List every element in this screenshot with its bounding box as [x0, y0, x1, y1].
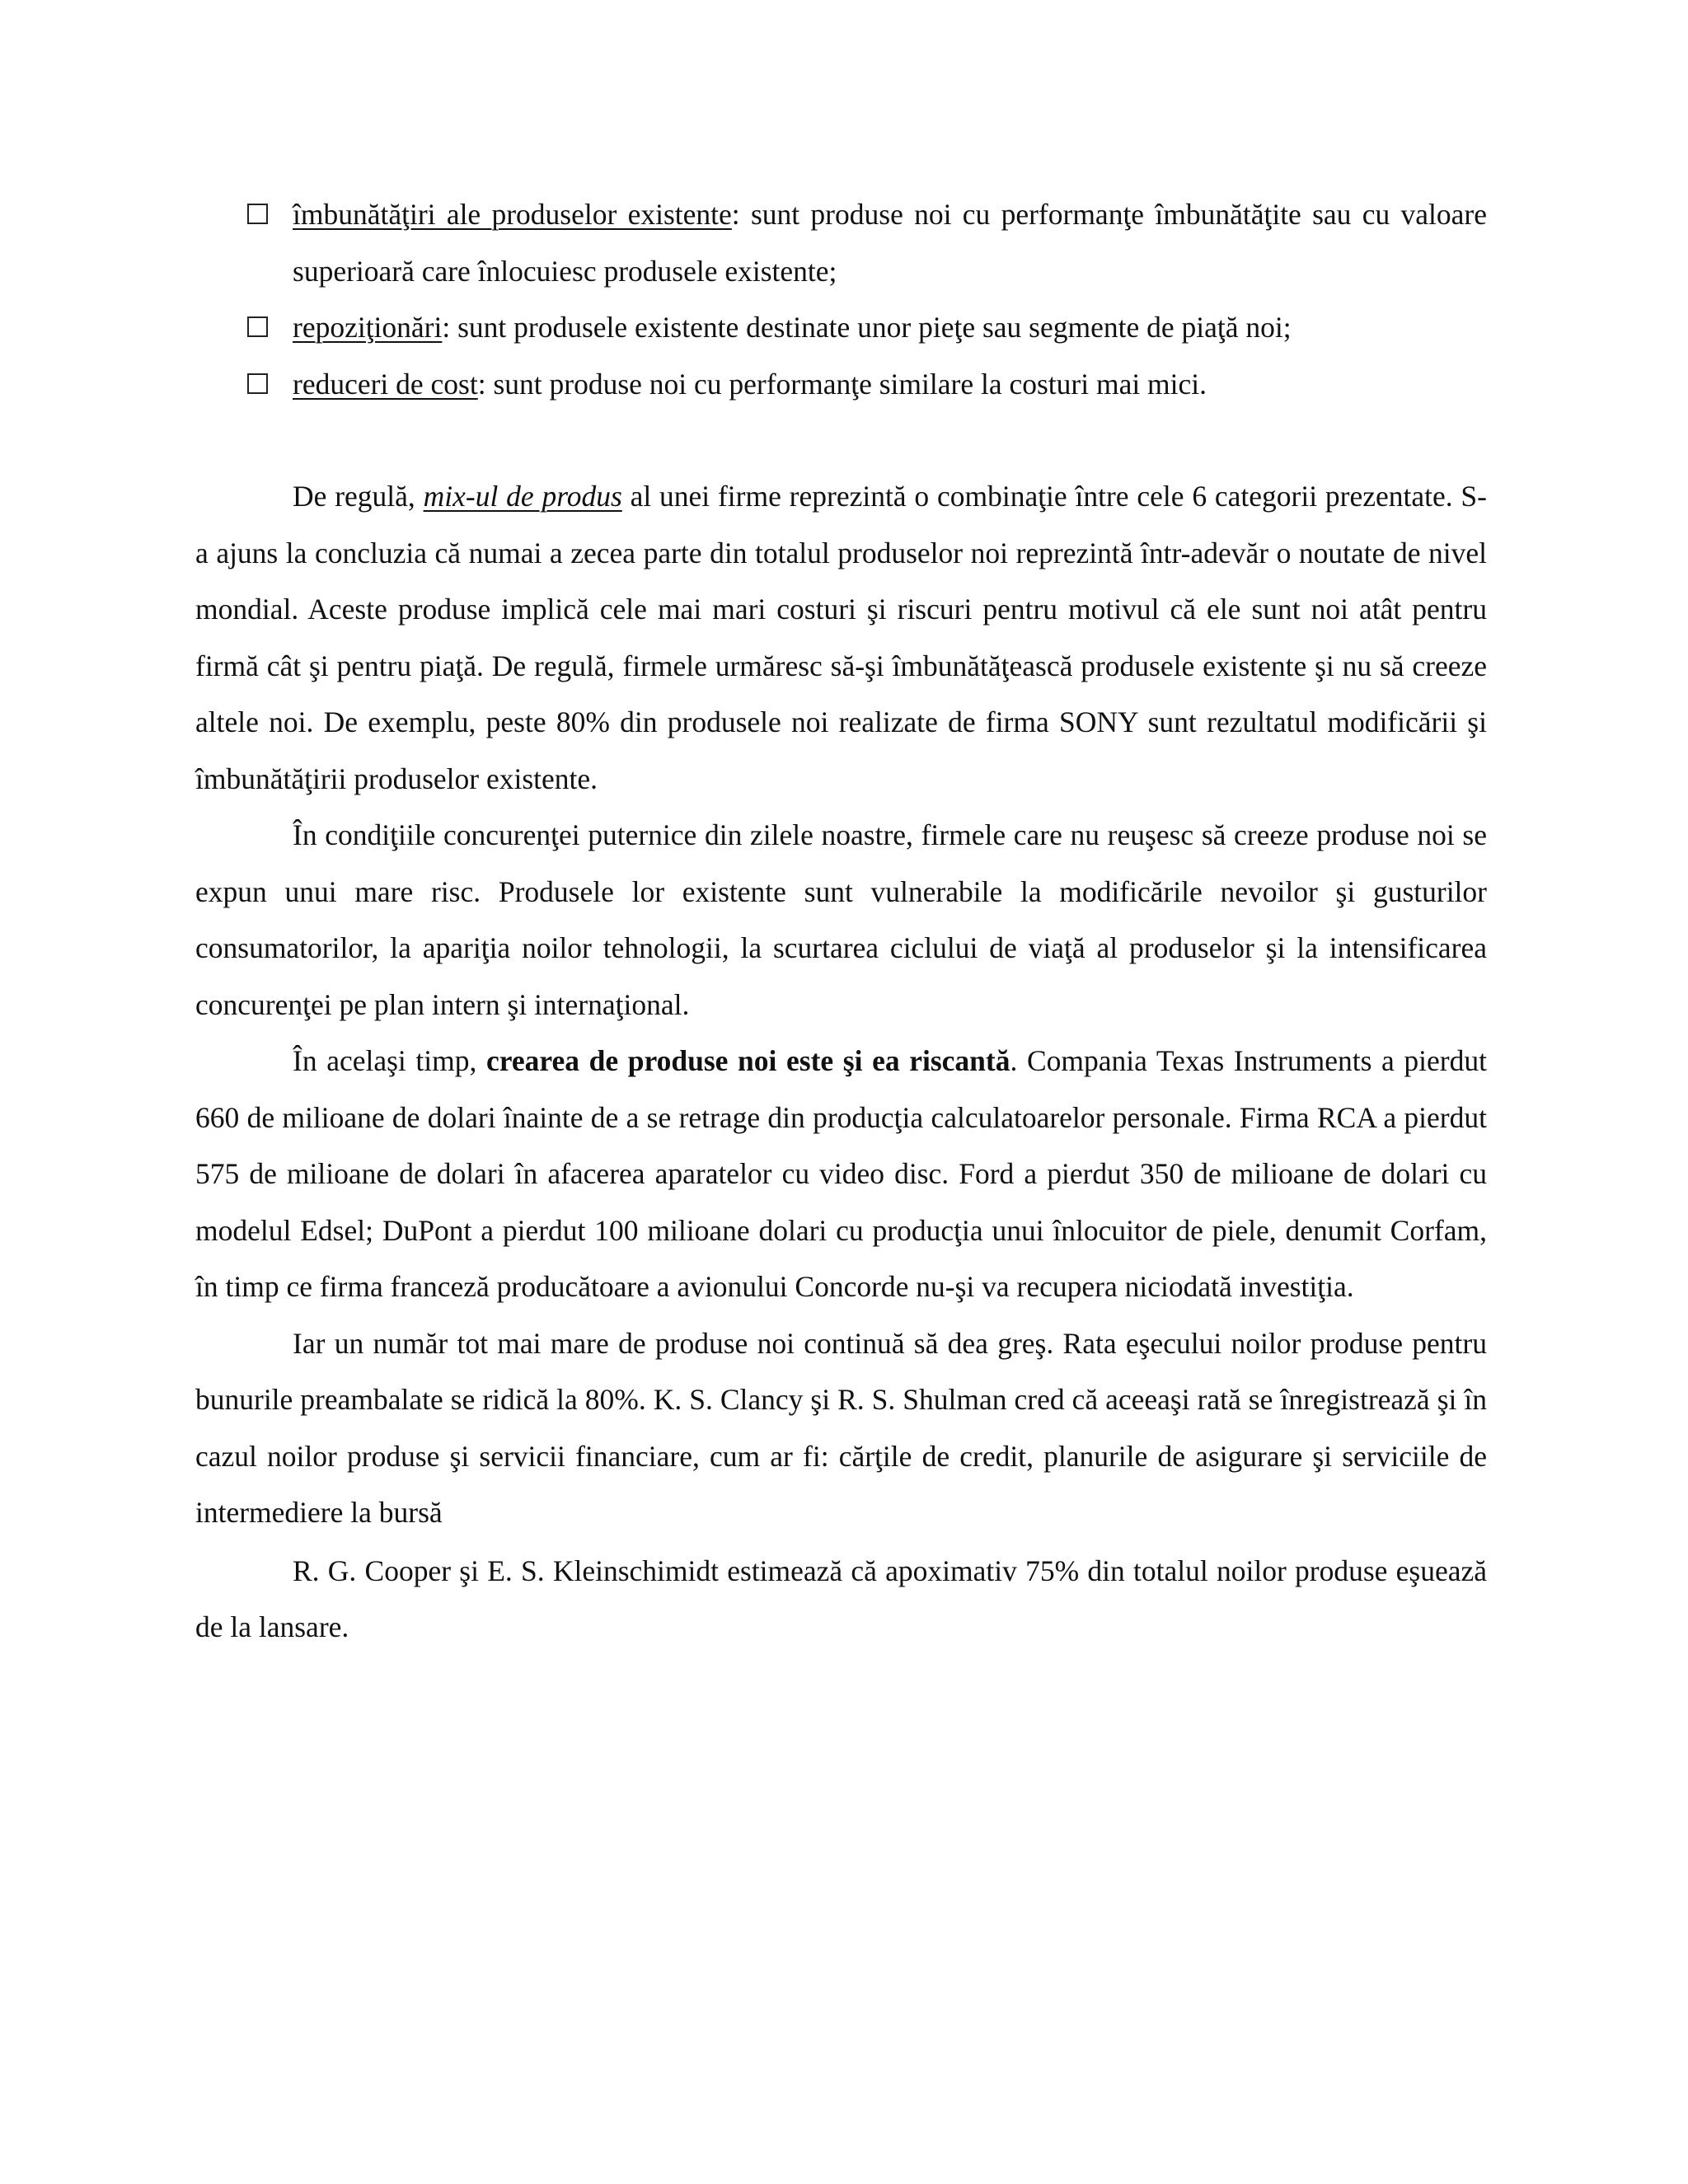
- paragraph-product-mix: [195, 468, 1487, 807]
- paragraph-failure-rate: Iar un număr tot mai mare de produse noi continuă să dea greş. Rata eşecului noilor produse pentru bunurile preambalate se ridică la 80%. K. S. Clancy şi R. S. Shulman cred că aceeaşi rată se înregistrează şi în cazul noilor produse şi servicii financiare, cum ar fi: cărţile de credit, planurile de asigurare şi serviciile de intermediere la bursă: [195, 1326, 1487, 1529]
- paragraph-text: . Compania Texas Instruments a pierdut 660 de milioane de dolari înainte de a se retrage din producţia calculatoarelor personale. Firma RCA a pierdut 575 de milioane de dolari în afacerea aparatelor cu video disc. Ford a pierdut 350 de milioane de dolari cu modelul Edsel; DuPont a pierdut 100 milioane dolari cu producţia unui înlocuitor de piele, denumit Corfam, în timp ce firma franceză producătoare a avionului Concorde nu-şi va recupera niciodată investiţia.: [195, 1044, 1487, 1303]
- checkbox-bullet-icon: [247, 316, 268, 337]
- paragraph-risk: [195, 1033, 1487, 1315]
- list-item: [195, 356, 1487, 413]
- list-item-text: : sunt produse noi cu performanţe îmbunătăţite sau cu valoare superioară care înlocuiesc produsele existente;: [293, 198, 1487, 288]
- checkbox-bullet-icon: [247, 373, 268, 394]
- list-item: [195, 299, 1487, 356]
- paragraph-text: al unei firme reprezintă o combinaţie între cele 6 categorii prezentate. S-a ajuns la concluzia că numai a zecea parte din totalul produselor noi reprezintă într-adevăr o noutate de nivel mondial. Aceste produse implică cele mai mari costuri şi riscuri pentru motivul că ele sunt noi atât pentru firmă cât şi pentru piaţă. De regulă, firmele urmăresc să-şi îmbunătăţească produsele existente şi nu să creeze altele noi. De exemplu, peste 80% din produsele noi realizate de firma SONY sunt rezultatul modificării şi îmbunătăţirii produselor existente.: [195, 480, 1487, 795]
- paragraph-cooper-estimate: R. G. Cooper şi E. S. Kleinschimidt estimează că apoximativ 75% din totalul noilor produse eşuează de la lansare.: [195, 1554, 1487, 1643]
- list-item-term: repoziţionări: [293, 311, 443, 344]
- list-item-term: îmbunătăţiri ale produselor existente: [293, 198, 732, 231]
- list-item-text: : sunt produse noi cu performanţe similare la costuri mai mici.: [477, 367, 1207, 401]
- paragraph-competition: În condiţiile concurenţei puternice din zilele noastre, firmele care nu reuşesc să creeze produse noi se expun unui mare risc. Produsele lor existente sunt vulnerabile la modificările nevoilor şi gusturilor consumatorilor, la apariţia noilor tehnologii, la scurtarea ciclului de viaţă al produselor şi la intensificarea concurenţei pe plan intern şi internaţional.: [195, 818, 1487, 1021]
- paragraph-text: De regulă,: [293, 480, 424, 513]
- list-item: [195, 186, 1487, 299]
- list-item-term: reduceri de cost: [293, 367, 478, 401]
- document-body: [195, 186, 1487, 1656]
- checkbox-bullet-icon: [247, 204, 268, 224]
- product-category-list: [195, 186, 1487, 412]
- paragraph-text: În acelaşi timp,: [293, 1044, 486, 1077]
- list-item-text: : sunt produsele existente destinate unor pieţe sau segmente de piaţă noi;: [442, 311, 1292, 344]
- bold-statement: crearea de produse noi este şi ea riscantă: [485, 1044, 1010, 1077]
- emphasized-term: mix-ul de produs: [423, 480, 622, 513]
